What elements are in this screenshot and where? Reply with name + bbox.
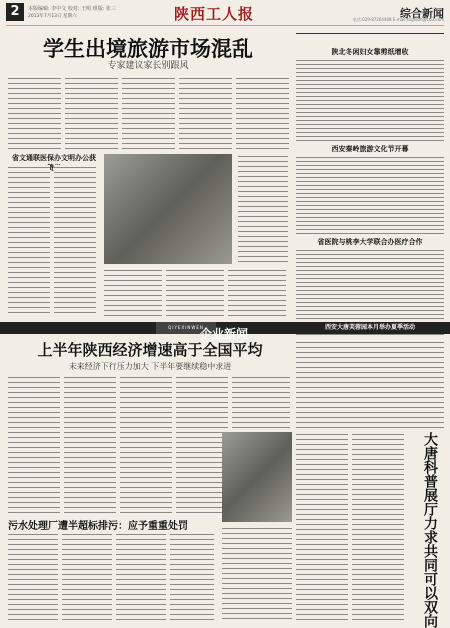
text-column: [236, 76, 289, 150]
section-band-title: 企业新闻: [199, 327, 248, 341]
text-column: [352, 432, 404, 622]
right-item-title: 西安秦岭旅游文化节开幕: [331, 145, 409, 153]
caption-body: [104, 268, 288, 316]
text-column: [116, 532, 166, 622]
bottom-headline: 污水处理厂遭半超标排污：应予重重处罚: [8, 521, 188, 532]
text-column: [104, 268, 162, 316]
text-column: [120, 375, 172, 513]
lead-article-body: [8, 76, 288, 150]
lead-headline: 学生出境旅游市场混乱: [43, 37, 253, 61]
text-column: [296, 340, 444, 428]
right-bottom-body: [296, 432, 406, 622]
text-column: [65, 76, 118, 150]
text-column: [8, 532, 58, 622]
right-lower-body: [296, 340, 444, 428]
text-column: [170, 532, 214, 622]
news-photo: [222, 432, 292, 522]
text-column: [54, 165, 96, 315]
economy-subhead: 未来经济下行压力加大 下半年要继续稳中求进: [68, 362, 232, 371]
economy-headline: 上半年陕西经济增速高于全国平均: [37, 341, 263, 359]
text-column: [228, 268, 286, 316]
masthead-meta: 本版编辑: 李中文 校对: 王明 组版: 张三: [28, 6, 117, 12]
text-column: [238, 154, 288, 264]
text-column: [8, 375, 60, 513]
masthead: [6, 3, 444, 26]
text-column: [176, 375, 228, 513]
side-headline: 省文通联医保办文明办公获赞: [12, 154, 96, 172]
band-right-title: 西安大唐芙蓉园本月举办夏季活动: [324, 324, 415, 331]
right-item-title: 陕北冬闲妇女靠剪纸增收: [331, 48, 409, 56]
text-column: [166, 268, 224, 316]
text-column: [122, 76, 175, 150]
text-column: [179, 76, 232, 150]
right-item-text: [296, 156, 444, 234]
photo-caption: [222, 526, 292, 622]
vertical-headline: 大唐科普展厅力求共同可以双向: [422, 432, 438, 628]
lead-subhead: 专家建议家长别跟风: [107, 61, 189, 71]
right-item-text: [296, 59, 444, 141]
text-column: [8, 165, 50, 315]
text-column: [296, 432, 348, 622]
masthead-contact: 电话:029-87264408 E-mail:sxgrbzh@163.com: [352, 17, 444, 22]
right-item-title: 省医院与桃李大学联合办医疗合作: [317, 238, 423, 246]
text-column: [62, 532, 112, 622]
text-column: [64, 375, 116, 513]
text-column: [222, 526, 292, 622]
right-news-column: [296, 31, 444, 343]
masthead-date: 2013年7月13日 星期六: [28, 14, 77, 19]
column-rule: [296, 33, 444, 44]
news-photo: [104, 154, 232, 264]
photo-caption: [238, 154, 288, 264]
section-band-label: QIYEXINWEN: [156, 322, 216, 334]
newspaper-logo: 陕西工人报: [174, 5, 255, 23]
page-number: 2: [6, 3, 24, 21]
section-title: 综合新闻: [400, 7, 444, 20]
text-column: [8, 76, 61, 150]
